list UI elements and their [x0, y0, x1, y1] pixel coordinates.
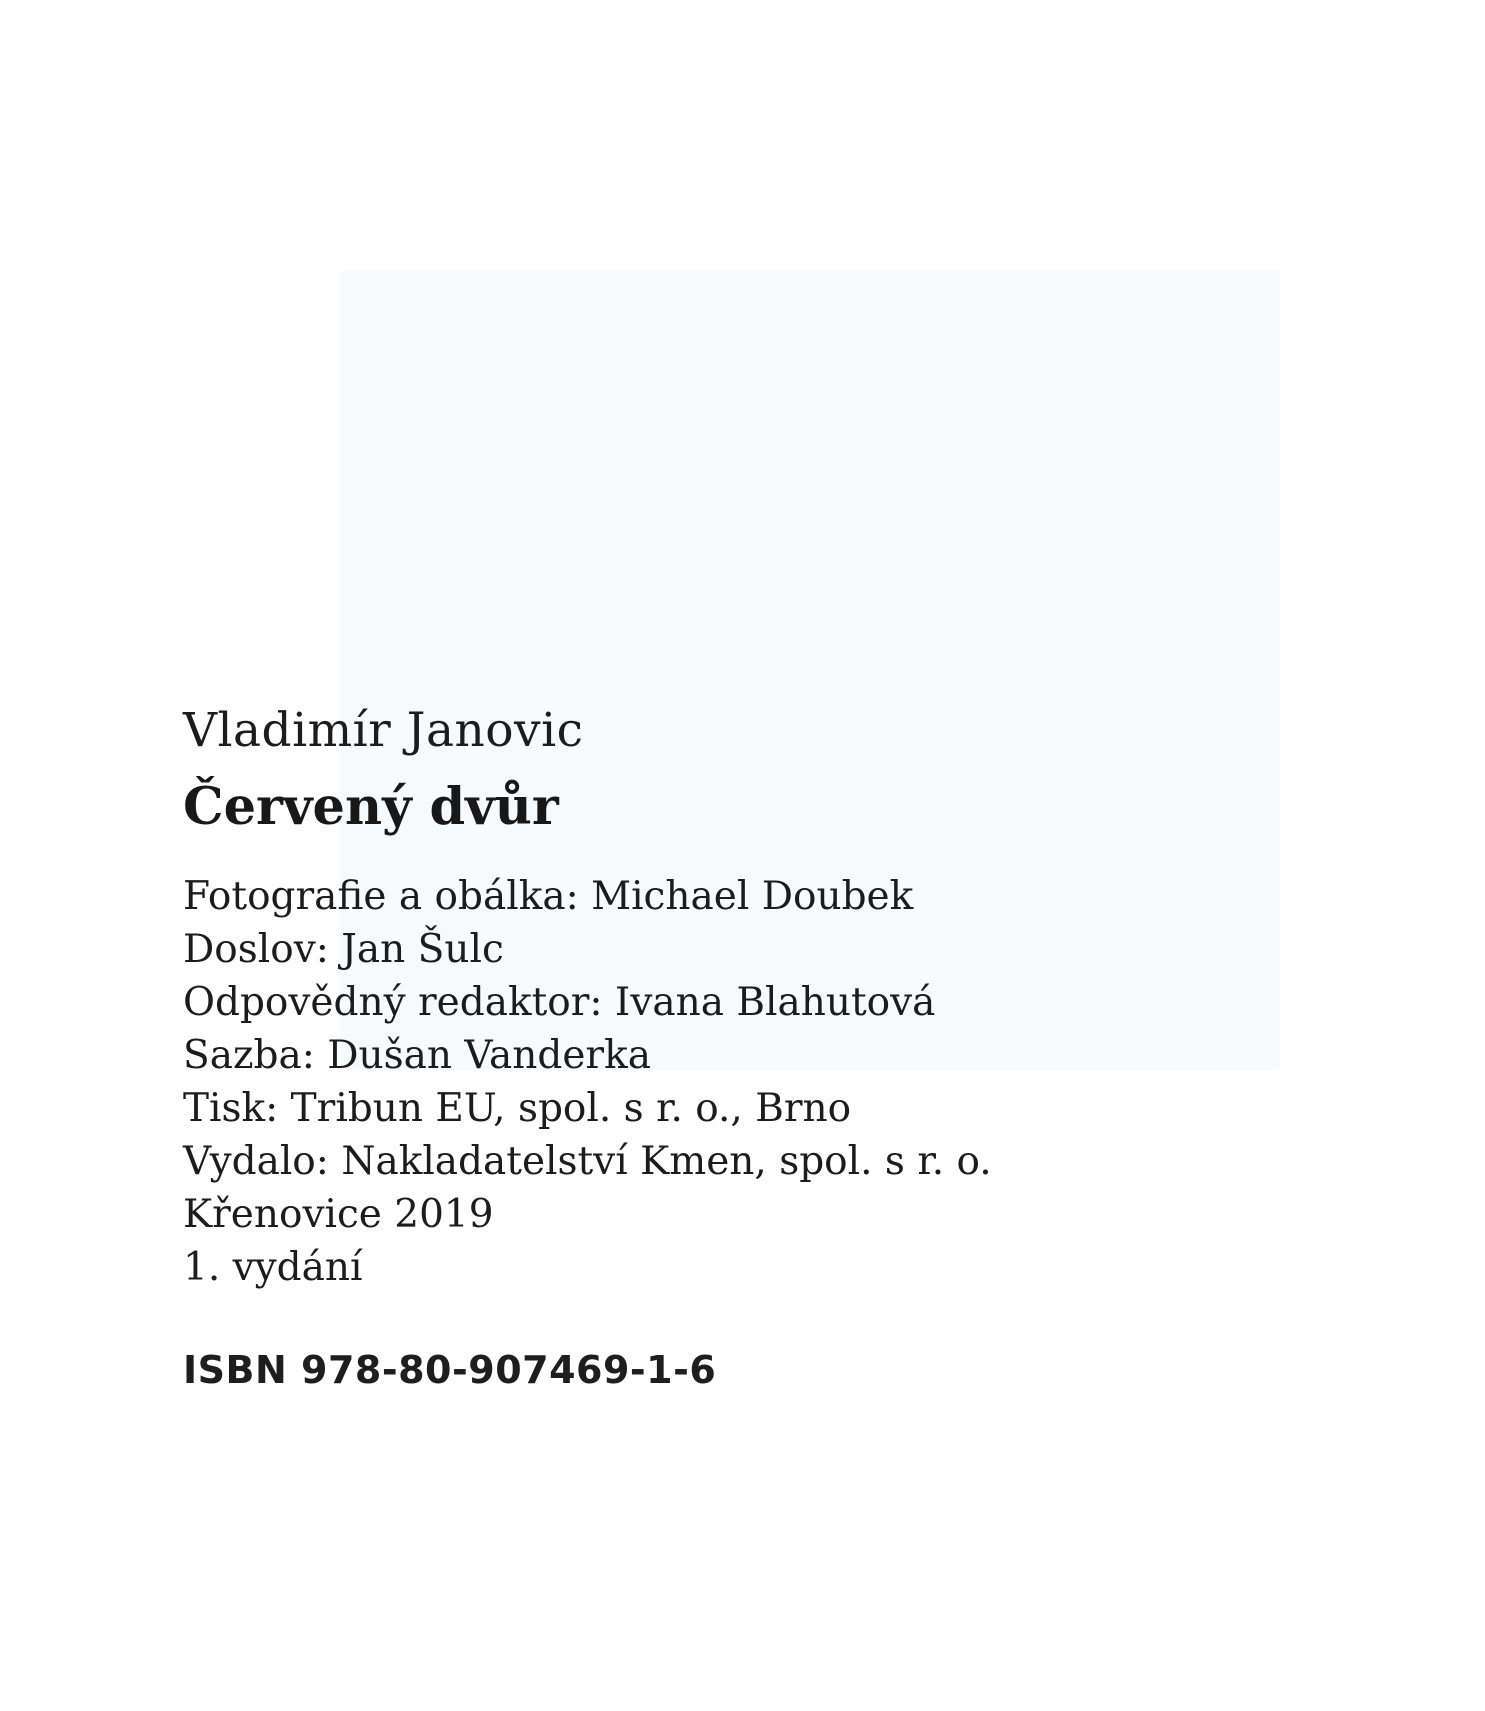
credit-line-afterword: Doslov: Jan Šulc — [183, 927, 504, 972]
isbn: ISBN 978-80-907469-1-6 — [183, 1348, 717, 1392]
credit-line-typesetting: Sazba: Dušan Vanderka — [183, 1033, 651, 1078]
imprint-block — [183, 700, 1233, 1396]
credit-line-editor: Odpovědný redaktor: Ivana Blahutová — [183, 980, 936, 1025]
author-name: Vladimír Janovic — [183, 703, 584, 758]
credit-line-publisher: Vydalo: Nakladatelství Kmen, spol. s r. o. — [183, 1139, 992, 1184]
credit-line-photography: Fotografie a obálka: Michael Doubek — [183, 874, 914, 919]
credit-line-edition: 1. vydání — [183, 1245, 363, 1290]
book-title: Červený dvůr — [183, 777, 559, 837]
credits-list — [183, 870, 1233, 1294]
credit-line-place-year: Křenovice 2019 — [183, 1192, 494, 1237]
credit-line-printing: Tisk: Tribun EU, spol. s r. o., Brno — [183, 1086, 852, 1131]
